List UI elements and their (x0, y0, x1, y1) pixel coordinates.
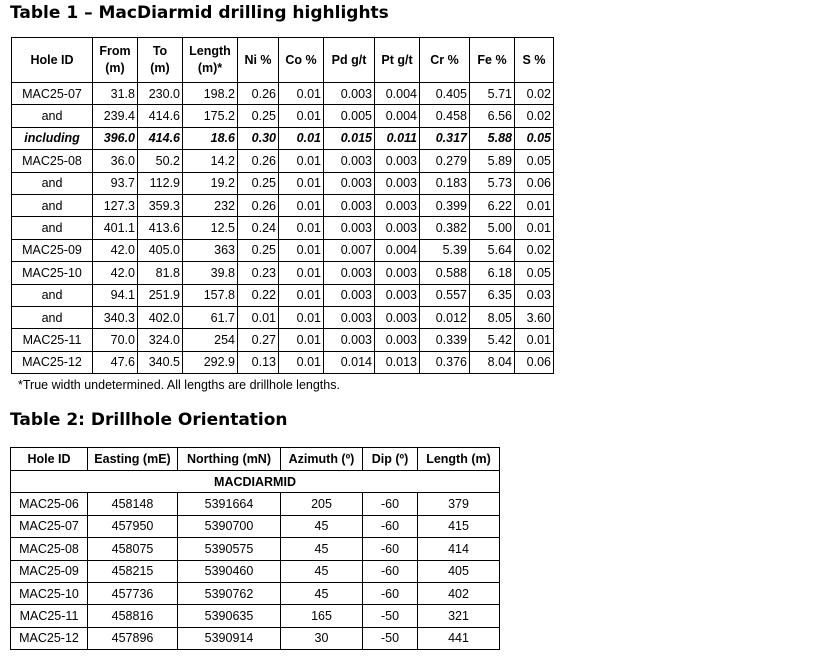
table-header-row (11, 448, 500, 471)
drilling-highlights-table (11, 37, 554, 374)
column-header (470, 38, 515, 83)
table-row (11, 560, 500, 582)
value-cell: 5.00 (470, 217, 515, 239)
value-cell: 0.05 (515, 150, 554, 172)
value-cell: 0.003 (375, 172, 420, 194)
value-cell: 414 (418, 538, 500, 560)
value-cell: 5391664 (178, 493, 281, 515)
column-header (279, 38, 324, 83)
value-cell: 457736 (88, 582, 178, 604)
column-header (183, 38, 238, 83)
hole-id-cell: and (12, 105, 93, 127)
value-cell: 165 (281, 605, 363, 627)
value-cell: 0.279 (420, 150, 470, 172)
table-row (12, 306, 554, 328)
value-cell: 0.003 (324, 172, 375, 194)
value-cell: 405.0 (138, 239, 183, 261)
column-header: Azimuth (º) (281, 448, 363, 471)
value-cell: 0.003 (375, 217, 420, 239)
value-cell: 0.01 (279, 239, 324, 261)
table-row (11, 627, 500, 649)
value-cell: 5.88 (470, 127, 515, 149)
value-cell: 39.8 (183, 262, 238, 284)
column-header (93, 38, 138, 83)
table-row (11, 538, 500, 560)
value-cell: 0.03 (515, 284, 554, 306)
value-cell: 0.003 (324, 217, 375, 239)
hole-id-cell: MAC25-07 (12, 83, 93, 105)
value-cell: -60 (363, 515, 418, 537)
column-header-label: Ni % (244, 52, 272, 67)
hole-id-cell: including (12, 127, 93, 149)
value-cell: 157.8 (183, 284, 238, 306)
value-cell: 30 (281, 627, 363, 649)
value-cell: 232 (183, 194, 238, 216)
hole-id-cell: MAC25-11 (12, 329, 93, 351)
value-cell: 6.18 (470, 262, 515, 284)
value-cell: 401.1 (93, 217, 138, 239)
value-cell: 0.557 (420, 284, 470, 306)
value-cell: -60 (363, 538, 418, 560)
table1-title: Table 1 – MacDiarmid drilling highlights (10, 3, 389, 23)
table-row (12, 262, 554, 284)
value-cell: 0.003 (375, 194, 420, 216)
value-cell: 0.003 (375, 329, 420, 351)
table-header-row (12, 38, 554, 83)
value-cell: 5390762 (178, 582, 281, 604)
column-header-label: (m)* (197, 61, 223, 75)
table-row (11, 515, 500, 537)
value-cell: 0.02 (515, 83, 554, 105)
value-cell: 0.003 (324, 194, 375, 216)
table-row (12, 351, 554, 373)
value-cell: 0.01 (515, 329, 554, 351)
value-cell: 230.0 (138, 83, 183, 105)
value-cell: 0.05 (515, 262, 554, 284)
value-cell: 8.04 (470, 351, 515, 373)
value-cell: 0.01 (279, 329, 324, 351)
value-cell: 31.8 (93, 83, 138, 105)
column-header: Northing (mN) (178, 448, 281, 471)
table-row (12, 83, 554, 105)
table-row (11, 493, 500, 515)
value-cell: 45 (281, 582, 363, 604)
value-cell: 0.003 (324, 284, 375, 306)
value-cell: 81.8 (138, 262, 183, 284)
value-cell: 45 (281, 538, 363, 560)
column-header-label: S % (522, 52, 546, 67)
value-cell: 254 (183, 329, 238, 351)
value-cell: 0.013 (375, 351, 420, 373)
hole-id-cell: MAC25-09 (11, 560, 88, 582)
value-cell: 3.60 (515, 306, 554, 328)
value-cell: 5.71 (470, 83, 515, 105)
value-cell: 0.26 (238, 150, 279, 172)
value-cell: 0.003 (375, 262, 420, 284)
value-cell: 14.2 (183, 150, 238, 172)
value-cell: 0.23 (238, 262, 279, 284)
table-row (12, 329, 554, 351)
table-row (12, 194, 554, 216)
hole-id-cell: MAC25-12 (11, 627, 88, 649)
value-cell: 0.01 (279, 127, 324, 149)
value-cell: 19.2 (183, 172, 238, 194)
value-cell: 414.6 (138, 105, 183, 127)
value-cell: 127.3 (93, 194, 138, 216)
column-header (324, 38, 375, 83)
value-cell: 0.003 (375, 284, 420, 306)
hole-id-cell: MAC25-10 (11, 582, 88, 604)
value-cell: 0.01 (279, 262, 324, 284)
value-cell: 0.01 (279, 351, 324, 373)
table2-title: Table 2: Drillhole Orientation (10, 410, 288, 430)
value-cell: 70.0 (93, 329, 138, 351)
value-cell: 0.003 (324, 83, 375, 105)
column-header (138, 38, 183, 83)
value-cell: 0.06 (515, 351, 554, 373)
value-cell: 8.05 (470, 306, 515, 328)
value-cell: 0.007 (324, 239, 375, 261)
value-cell: 0.26 (238, 83, 279, 105)
value-cell: 0.05 (515, 127, 554, 149)
value-cell: 93.7 (93, 172, 138, 194)
value-cell: 239.4 (93, 105, 138, 127)
table-row (12, 105, 554, 127)
table-row (12, 217, 554, 239)
value-cell: 0.01 (279, 284, 324, 306)
value-cell: 396.0 (93, 127, 138, 149)
value-cell: 402.0 (138, 306, 183, 328)
value-cell: 94.1 (93, 284, 138, 306)
value-cell: 0.003 (375, 150, 420, 172)
value-cell: 5.42 (470, 329, 515, 351)
value-cell: 0.02 (515, 105, 554, 127)
value-cell: 205 (281, 493, 363, 515)
value-cell: 0.01 (279, 217, 324, 239)
value-cell: 5.39 (420, 239, 470, 261)
value-cell: 0.317 (420, 127, 470, 149)
value-cell: 0.01 (279, 83, 324, 105)
value-cell: 0.003 (324, 329, 375, 351)
value-cell: 458075 (88, 538, 178, 560)
value-cell: 5.73 (470, 172, 515, 194)
value-cell: 45 (281, 515, 363, 537)
value-cell: 5.64 (470, 239, 515, 261)
hole-id-cell: MAC25-06 (11, 493, 88, 515)
value-cell: -60 (363, 560, 418, 582)
column-header-label: (m) (150, 61, 170, 75)
column-header-label: Pt g/t (381, 52, 413, 67)
column-header: Dip (º) (363, 448, 418, 471)
value-cell: 0.339 (420, 329, 470, 351)
table-row (11, 582, 500, 604)
section-label: MACDIARMID (11, 471, 500, 493)
value-cell: 6.22 (470, 194, 515, 216)
hole-id-cell: MAC25-12 (12, 351, 93, 373)
table-row (11, 605, 500, 627)
value-cell: 0.003 (324, 306, 375, 328)
value-cell: 292.9 (183, 351, 238, 373)
value-cell: 0.003 (375, 306, 420, 328)
table-row (12, 172, 554, 194)
value-cell: 0.25 (238, 239, 279, 261)
hole-id-cell: MAC25-11 (11, 605, 88, 627)
value-cell: 12.5 (183, 217, 238, 239)
value-cell: 47.6 (93, 351, 138, 373)
table-row (12, 127, 554, 149)
value-cell: 324.0 (138, 329, 183, 351)
hole-id-cell: and (12, 284, 93, 306)
value-cell: 0.02 (515, 239, 554, 261)
column-header: Length (m) (418, 448, 500, 471)
value-cell: 0.22 (238, 284, 279, 306)
value-cell: 0.01 (279, 306, 324, 328)
value-cell: 0.376 (420, 351, 470, 373)
value-cell: 321 (418, 605, 500, 627)
value-cell: 0.004 (375, 83, 420, 105)
value-cell: -60 (363, 493, 418, 515)
value-cell: 457950 (88, 515, 178, 537)
footnote: *True width undetermined. All lengths are drillhole lengths. (18, 378, 340, 392)
value-cell: 402 (418, 582, 500, 604)
value-cell: 42.0 (93, 262, 138, 284)
value-cell: 0.01 (279, 150, 324, 172)
value-cell: 0.25 (238, 172, 279, 194)
value-cell: 0.003 (324, 262, 375, 284)
hole-id-cell: and (12, 194, 93, 216)
value-cell: 175.2 (183, 105, 238, 127)
value-cell: 0.01 (279, 172, 324, 194)
value-cell: 458215 (88, 560, 178, 582)
value-cell: 340.5 (138, 351, 183, 373)
column-header: Hole ID (11, 448, 88, 471)
value-cell: 457896 (88, 627, 178, 649)
hole-id-cell: and (12, 172, 93, 194)
column-header-label: Co % (285, 52, 317, 67)
value-cell: 0.01 (279, 105, 324, 127)
hole-id-cell: and (12, 306, 93, 328)
column-header: Easting (mE) (88, 448, 178, 471)
value-cell: 112.9 (138, 172, 183, 194)
value-cell: -60 (363, 582, 418, 604)
value-cell: 0.01 (238, 306, 279, 328)
hole-id-cell: MAC25-10 (12, 262, 93, 284)
column-header-label: (m) (105, 61, 125, 75)
value-cell: 18.6 (183, 127, 238, 149)
value-cell: 0.005 (324, 105, 375, 127)
value-cell: 45 (281, 560, 363, 582)
value-cell: 6.35 (470, 284, 515, 306)
value-cell: 0.26 (238, 194, 279, 216)
value-cell: 0.004 (375, 105, 420, 127)
value-cell: 5390635 (178, 605, 281, 627)
value-cell: 379 (418, 493, 500, 515)
value-cell: 0.01 (515, 194, 554, 216)
column-header (515, 38, 554, 83)
value-cell: 359.3 (138, 194, 183, 216)
value-cell: 61.7 (183, 306, 238, 328)
value-cell: 0.25 (238, 105, 279, 127)
value-cell: 441 (418, 627, 500, 649)
value-cell: 5.89 (470, 150, 515, 172)
value-cell: 458816 (88, 605, 178, 627)
value-cell: 5390700 (178, 515, 281, 537)
value-cell: -50 (363, 605, 418, 627)
table-row (12, 284, 554, 306)
value-cell: 0.183 (420, 172, 470, 194)
value-cell: 0.012 (420, 306, 470, 328)
value-cell: -50 (363, 627, 418, 649)
drillhole-orientation-table (10, 447, 500, 650)
value-cell: 0.01 (279, 194, 324, 216)
value-cell: 414.6 (138, 127, 183, 149)
value-cell: 0.399 (420, 194, 470, 216)
value-cell: 405 (418, 560, 500, 582)
table-row (12, 150, 554, 172)
value-cell: 413.6 (138, 217, 183, 239)
column-header-label: Pd g/t (331, 52, 367, 67)
value-cell: 340.3 (93, 306, 138, 328)
value-cell: 0.27 (238, 329, 279, 351)
value-cell: 415 (418, 515, 500, 537)
column-header-label: Cr % (430, 52, 459, 67)
column-header-label: Length (189, 44, 231, 58)
column-header-label: Hole ID (30, 52, 74, 67)
value-cell: 0.382 (420, 217, 470, 239)
value-cell: 458148 (88, 493, 178, 515)
value-cell: 0.24 (238, 217, 279, 239)
value-cell: 0.014 (324, 351, 375, 373)
value-cell: 0.011 (375, 127, 420, 149)
hole-id-cell: MAC25-08 (11, 538, 88, 560)
hole-id-cell: MAC25-08 (12, 150, 93, 172)
value-cell: 0.30 (238, 127, 279, 149)
hole-id-cell: and (12, 217, 93, 239)
value-cell: 5390575 (178, 538, 281, 560)
value-cell: 0.588 (420, 262, 470, 284)
value-cell: 0.003 (324, 150, 375, 172)
value-cell: 0.004 (375, 239, 420, 261)
value-cell: 0.06 (515, 172, 554, 194)
value-cell: 0.13 (238, 351, 279, 373)
value-cell: 36.0 (93, 150, 138, 172)
value-cell: 198.2 (183, 83, 238, 105)
value-cell: 363 (183, 239, 238, 261)
section-row (11, 471, 500, 493)
column-header (375, 38, 420, 83)
hole-id-cell: MAC25-07 (11, 515, 88, 537)
value-cell: 6.56 (470, 105, 515, 127)
value-cell: 5390460 (178, 560, 281, 582)
column-header (12, 38, 93, 83)
column-header (238, 38, 279, 83)
value-cell: 0.01 (515, 217, 554, 239)
value-cell: 50.2 (138, 150, 183, 172)
column-header-label: To (152, 44, 168, 58)
value-cell: 5390914 (178, 627, 281, 649)
value-cell: 0.458 (420, 105, 470, 127)
column-header-label: From (99, 44, 131, 58)
value-cell: 42.0 (93, 239, 138, 261)
column-header-label: Fe % (477, 52, 507, 67)
column-header (420, 38, 470, 83)
value-cell: 0.015 (324, 127, 375, 149)
table-row (12, 239, 554, 261)
value-cell: 251.9 (138, 284, 183, 306)
value-cell: 0.405 (420, 83, 470, 105)
hole-id-cell: MAC25-09 (12, 239, 93, 261)
